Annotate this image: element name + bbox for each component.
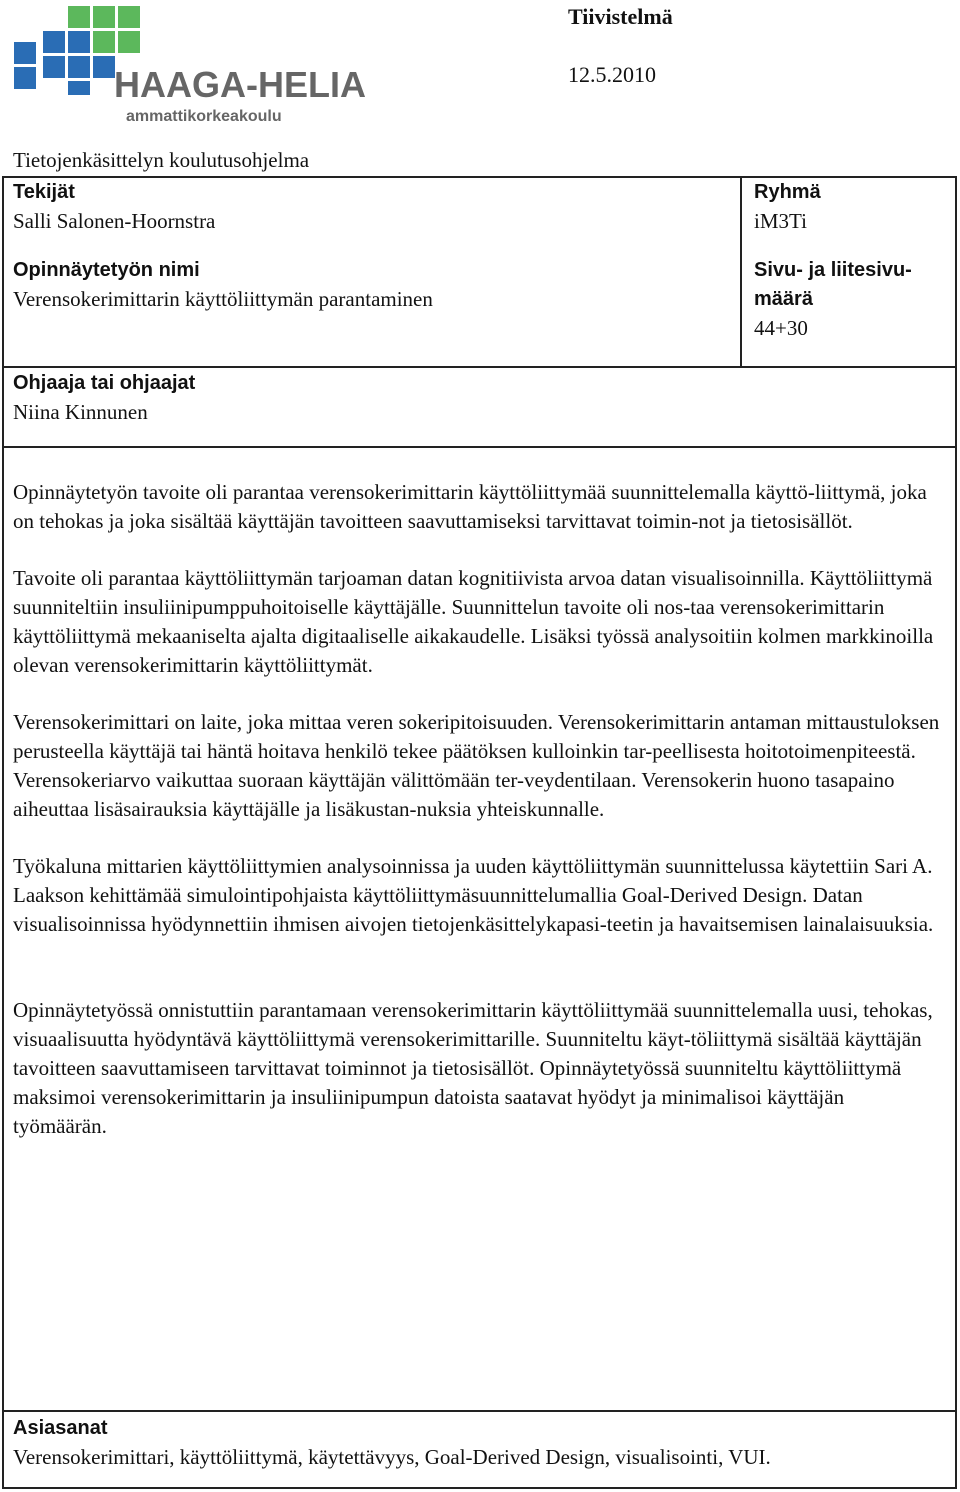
thesis-title-label: Opinnäytetyön nimi	[13, 259, 200, 281]
group-label: Ryhmä	[754, 181, 821, 203]
group-field	[754, 178, 949, 236]
pages-label-line2: määrä	[754, 288, 813, 310]
abstract-body	[13, 478, 943, 1169]
document-type: Tiivistelmä	[568, 4, 673, 29]
abstract-paragraph-1: Opinnäytetyön tavoite oli parantaa verensokerimittarin käyttöliittymää suunnittelemalla käyttö-liittymä, joka on tehokas ja joka sisältää käyttäjän tavoitteen saavuttamiseksi tarvittavat toimin-not ja tietosisällöt.	[13, 480, 927, 533]
thesis-title-value: Verensokerimittarin käyttöliittymän parantaminen	[13, 287, 433, 311]
supervisor-value: Niina Kinnunen	[13, 400, 148, 424]
logo-text: HAAGA-HELIA	[114, 64, 366, 105]
pages-label-line1: Sivu- ja liitesivu-	[754, 259, 912, 281]
thesis-title-field	[13, 256, 433, 314]
pages-value: 44+30	[754, 316, 808, 340]
row-divider-keywords	[2, 1410, 957, 1412]
degree-programme: Tietojenkäsittelyn koulutusohjelma	[13, 148, 310, 172]
keywords-field	[13, 1414, 943, 1472]
supervisor-label: Ohjaaja tai ohjaajat	[13, 372, 196, 394]
haaga-helia-logo	[10, 4, 366, 128]
authors-value: Salli Salonen-Hoornstra	[13, 209, 216, 233]
column-divider	[740, 176, 742, 368]
supervisor-field	[13, 369, 195, 427]
abstract-paragraph-3: Verensokerimittari on laite, joka mittaa veren sokeripitoisuuden. Verensokerimittarin antaman mittaustuloksen perusteella käyttäjä tai häntä hoitava henkilö tekee päätöksen kulloinkin tar-peellisesta hoitotoimenpiteestä. Verensokeriarvo vaikuttaa suoraan käyttäjän välittömään ter-veydentilaan. Verensokerin huono tasapaino aiheuttaa lisäsairauksia käyttäjälle ja lisäkustan-nuksia yhteiskunnalle.	[13, 710, 940, 821]
abstract-paragraph-5: Opinnäytetyössä onnistuttiin parantamaan verensokerimittarin käyttöliittymää suunnittelemalla uusi, tehokas, visuaalisuutta hyödyntävä käyttöliittymä verensokerimittarille. Suunniteltu käyt-töliittymä sisältää käyttäjän tavoitteen saavuttamiseen tarvittavat toiminnot ja tietosisällöt. Opinnäytetyössä suunniteltu käyttöliittymä maksimoi verensokerimittarin ja insuliinipumpun datoista saatavat hyödyt ja minimalisoi käyttäjän työmäärän.	[13, 998, 933, 1138]
abstract-paragraph-4: Työkaluna mittarien käyttöliittymien analysoinnissa ja uuden käyttöliittymän suunnittelussa käytettiin Sari A. Laakson kehittämää simulointipohjaista käyttöliittymäsuunnittelumallia Goal-Derived Design. Datan visualisoinnissa hyödynnettiin ihmisen aivojen tietojenkäsittelykapasi-teetin ja havaitsemisen lainalaisuuksia.	[13, 854, 934, 936]
document-date: 12.5.2010	[568, 62, 656, 87]
authors-field	[13, 178, 215, 236]
row-divider-supervisor	[2, 366, 957, 368]
pages-field	[754, 256, 949, 343]
keywords-value: Verensokerimittari, käyttöliittymä, käytettävyys, Goal-Derived Design, visualisointi, VUI.	[13, 1445, 771, 1469]
row-divider-abstract	[2, 446, 957, 448]
logo-subtext: ammattikorkeakoulu	[126, 108, 282, 125]
group-value: iM3Ti	[754, 209, 807, 233]
authors-label: Tekijät	[13, 181, 75, 203]
abstract-paragraph-2: Tavoite oli parantaa käyttöliittymän tarjoaman datan kognitiivista arvoa datan visualisoinnilla. Käyttöliittymä suunniteltiin insuliinipumppuhoitoiselle käyttäjälle. Suunnittelun tavoite oli nos-taa verensokerimittarin käyttöliittymä mekaaniselta ajalta digitaaliselle aikakaudelle. Lisäksi työssä analysoitiin kolmen markkinoilla olevan verensokerimittarin käyttöliittymät.	[13, 566, 934, 677]
keywords-label: Asiasanat	[13, 1417, 108, 1439]
